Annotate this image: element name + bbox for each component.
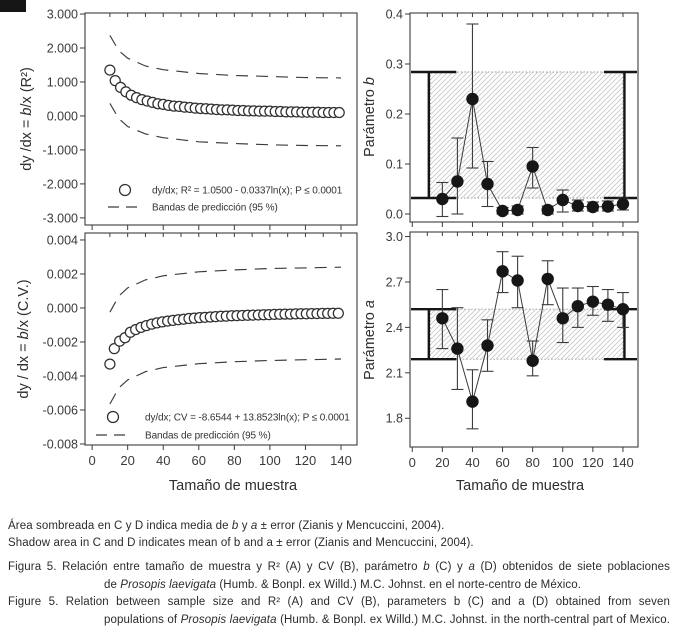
y-axis-title-segment: b xyxy=(19,107,35,116)
caption-en-line1 xyxy=(8,594,670,612)
y-tick-label: -1.000 xyxy=(42,143,78,158)
data-point xyxy=(334,108,344,118)
text-segment: Figura 5. Relación entre tamaño de muestra y R² (A) y CV (B), parámetro xyxy=(8,561,424,573)
data-point xyxy=(617,303,629,315)
y-tick-label: -0.006 xyxy=(42,403,78,418)
legend-label: Bandas de predicción (95 %) xyxy=(152,202,278,214)
text-segment: (C) y xyxy=(429,561,469,573)
text-segment: ± error (Zianis y Mencuccini, 2004). xyxy=(257,520,445,532)
text-segment: b xyxy=(423,561,430,573)
y-axis-title-segment: dy /dx = xyxy=(19,115,35,171)
y-axis-title xyxy=(19,67,35,171)
data-point xyxy=(587,201,599,213)
y-tick-label: 1.000 xyxy=(46,75,78,90)
text-segment: (Humb. & Bonpl. ex Willd.) M.C. Johnst. in the north-central part of Mexico. xyxy=(276,613,670,626)
legend-marker-circle xyxy=(120,185,131,196)
data-point xyxy=(557,194,569,206)
data-point xyxy=(496,205,508,217)
y-axis-title-segment: dy / dx = xyxy=(16,339,32,399)
caption-en-line2 xyxy=(8,612,670,630)
data-point xyxy=(542,273,554,285)
x-tick-label: 100 xyxy=(259,453,281,468)
data-point xyxy=(526,160,538,172)
data-point xyxy=(602,200,614,212)
x-tick-label: 80 xyxy=(525,455,540,470)
y-tick-label: 0.2 xyxy=(385,107,403,122)
x-tick-label: 20 xyxy=(435,455,450,470)
legend-label: dy/dx; CV = -8.6544 + 13.8523ln(x); P ≤ 0.0001 xyxy=(145,412,350,424)
caption-note-es xyxy=(8,518,670,535)
text-segment: y xyxy=(238,520,251,532)
y-axis-title-segment: /x (R²) xyxy=(19,67,35,108)
x-tick-label: 140 xyxy=(612,455,634,470)
legend-label: Bandas de predicción (95 %) xyxy=(145,430,271,442)
x-tick-label: 140 xyxy=(330,453,352,468)
y-tick-label: 0.004 xyxy=(46,233,78,248)
data-point xyxy=(451,175,463,187)
caption-es-line1 xyxy=(8,559,670,577)
y-axis-title xyxy=(16,279,32,398)
y-tick-label: -0.008 xyxy=(42,437,78,452)
text-segment: (Humb. & Bonpl. ex Willd.) M.C. Johnst. en el norte-centro de México. xyxy=(216,578,581,591)
data-point xyxy=(451,342,463,354)
caption-es-line2 xyxy=(8,577,670,595)
text-segment: a xyxy=(468,561,475,573)
x-tick-label: 120 xyxy=(581,455,604,470)
panel-b xyxy=(16,233,357,494)
y-tick-label: 0.0 xyxy=(385,207,403,222)
data-point xyxy=(105,359,115,369)
data-point xyxy=(333,308,343,318)
legend-label: dy/dx; R² = 1.0500 - 0.0337ln(x); P ≤ 0.0001 xyxy=(152,185,343,197)
data-point xyxy=(481,178,493,190)
y-axis-title-segment: b xyxy=(362,77,378,86)
legend-marker-circle xyxy=(108,412,119,423)
x-axis-title: Tamaño de muestra xyxy=(168,478,298,494)
y-tick-label: 3.000 xyxy=(46,7,78,22)
y-tick-label: 0.000 xyxy=(46,109,78,124)
y-tick-label: 0.002 xyxy=(46,267,78,282)
prediction-band-upper xyxy=(110,35,341,78)
data-point xyxy=(602,298,614,310)
y-tick-label: 0.3 xyxy=(385,57,403,72)
text-segment: populations of xyxy=(104,613,181,626)
y-tick-label: 3.0 xyxy=(385,230,403,245)
y-tick-label: 0.000 xyxy=(46,301,78,316)
panel-a xyxy=(19,8,357,230)
x-tick-label: 20 xyxy=(120,453,135,468)
panel-c xyxy=(362,8,638,228)
x-tick-label: 0 xyxy=(88,453,96,468)
prediction-band-lower xyxy=(110,359,341,404)
data-point xyxy=(526,354,538,366)
x-tick-label: 60 xyxy=(495,455,510,470)
data-point xyxy=(587,295,599,307)
y-tick-label: -0.004 xyxy=(42,369,78,384)
data-point xyxy=(557,312,569,324)
text-segment: (D) obtenidos de siete poblaciones xyxy=(474,561,670,573)
data-point xyxy=(436,312,448,324)
y-tick-label: 2.1 xyxy=(385,366,403,381)
x-tick-label: 80 xyxy=(227,453,242,468)
x-tick-label: 100 xyxy=(551,455,574,470)
data-point xyxy=(511,204,523,216)
text-segment: Prosopis laevigata xyxy=(120,578,217,591)
data-point xyxy=(466,93,478,105)
text-segment: b xyxy=(231,520,239,532)
text-segment: de xyxy=(104,578,121,591)
text-segment: Área sombreada en C y D indica media de xyxy=(8,520,232,532)
x-axis-title: Tamaño de muestra xyxy=(455,478,585,494)
prediction-band-upper xyxy=(110,267,341,312)
data-point xyxy=(466,395,478,407)
y-tick-label: 2.000 xyxy=(46,41,78,56)
panel-d xyxy=(362,230,638,494)
text-segment: Prosopis laevigata xyxy=(180,613,277,626)
text-segment: Figure 5. Relation between sample size and R² (A) and CV (B), parameters b (C) and a (D) obtained from seven xyxy=(8,596,670,608)
caption-block xyxy=(8,518,670,629)
data-point xyxy=(481,339,493,351)
data-point xyxy=(511,274,523,286)
y-tick-label: 1.8 xyxy=(385,411,403,426)
data-point xyxy=(496,265,508,277)
text-segment: Shadow area in C and D indicates mean of b and a ± error (Zianis and Mencuccini, 2004). xyxy=(8,537,474,549)
y-tick-label: -0.002 xyxy=(42,335,78,350)
y-axis-title-segment: /x (C.V.) xyxy=(16,279,32,332)
data-point xyxy=(105,65,115,75)
x-tick-label: 0 xyxy=(408,455,416,470)
y-axis-title-segment: a xyxy=(362,300,378,309)
data-point xyxy=(572,300,584,312)
y-axis-title-segment: b xyxy=(16,331,32,340)
y-tick-label: 2.4 xyxy=(385,320,403,335)
data-point xyxy=(572,200,584,212)
data-point xyxy=(436,193,448,205)
x-tick-label: 40 xyxy=(465,455,480,470)
y-tick-label: -3.000 xyxy=(42,211,78,226)
data-point xyxy=(542,204,554,216)
y-axis-title-segment: Parámetro xyxy=(362,85,378,157)
y-tick-label: 0.1 xyxy=(385,157,403,172)
y-axis-title xyxy=(362,300,378,380)
y-axis-title xyxy=(362,77,378,157)
caption-note-en xyxy=(8,535,670,552)
x-tick-label: 60 xyxy=(191,453,207,468)
figure-caption xyxy=(8,559,670,629)
y-tick-label: -2.000 xyxy=(42,177,78,192)
data-point xyxy=(617,198,629,210)
y-tick-label: 2.7 xyxy=(385,275,403,290)
x-tick-label: 120 xyxy=(294,453,317,468)
x-tick-label: 40 xyxy=(155,453,171,468)
text-segment: a xyxy=(250,520,258,532)
y-axis-title-segment: Parámetro xyxy=(362,308,378,380)
y-tick-label: 0.4 xyxy=(385,7,403,22)
